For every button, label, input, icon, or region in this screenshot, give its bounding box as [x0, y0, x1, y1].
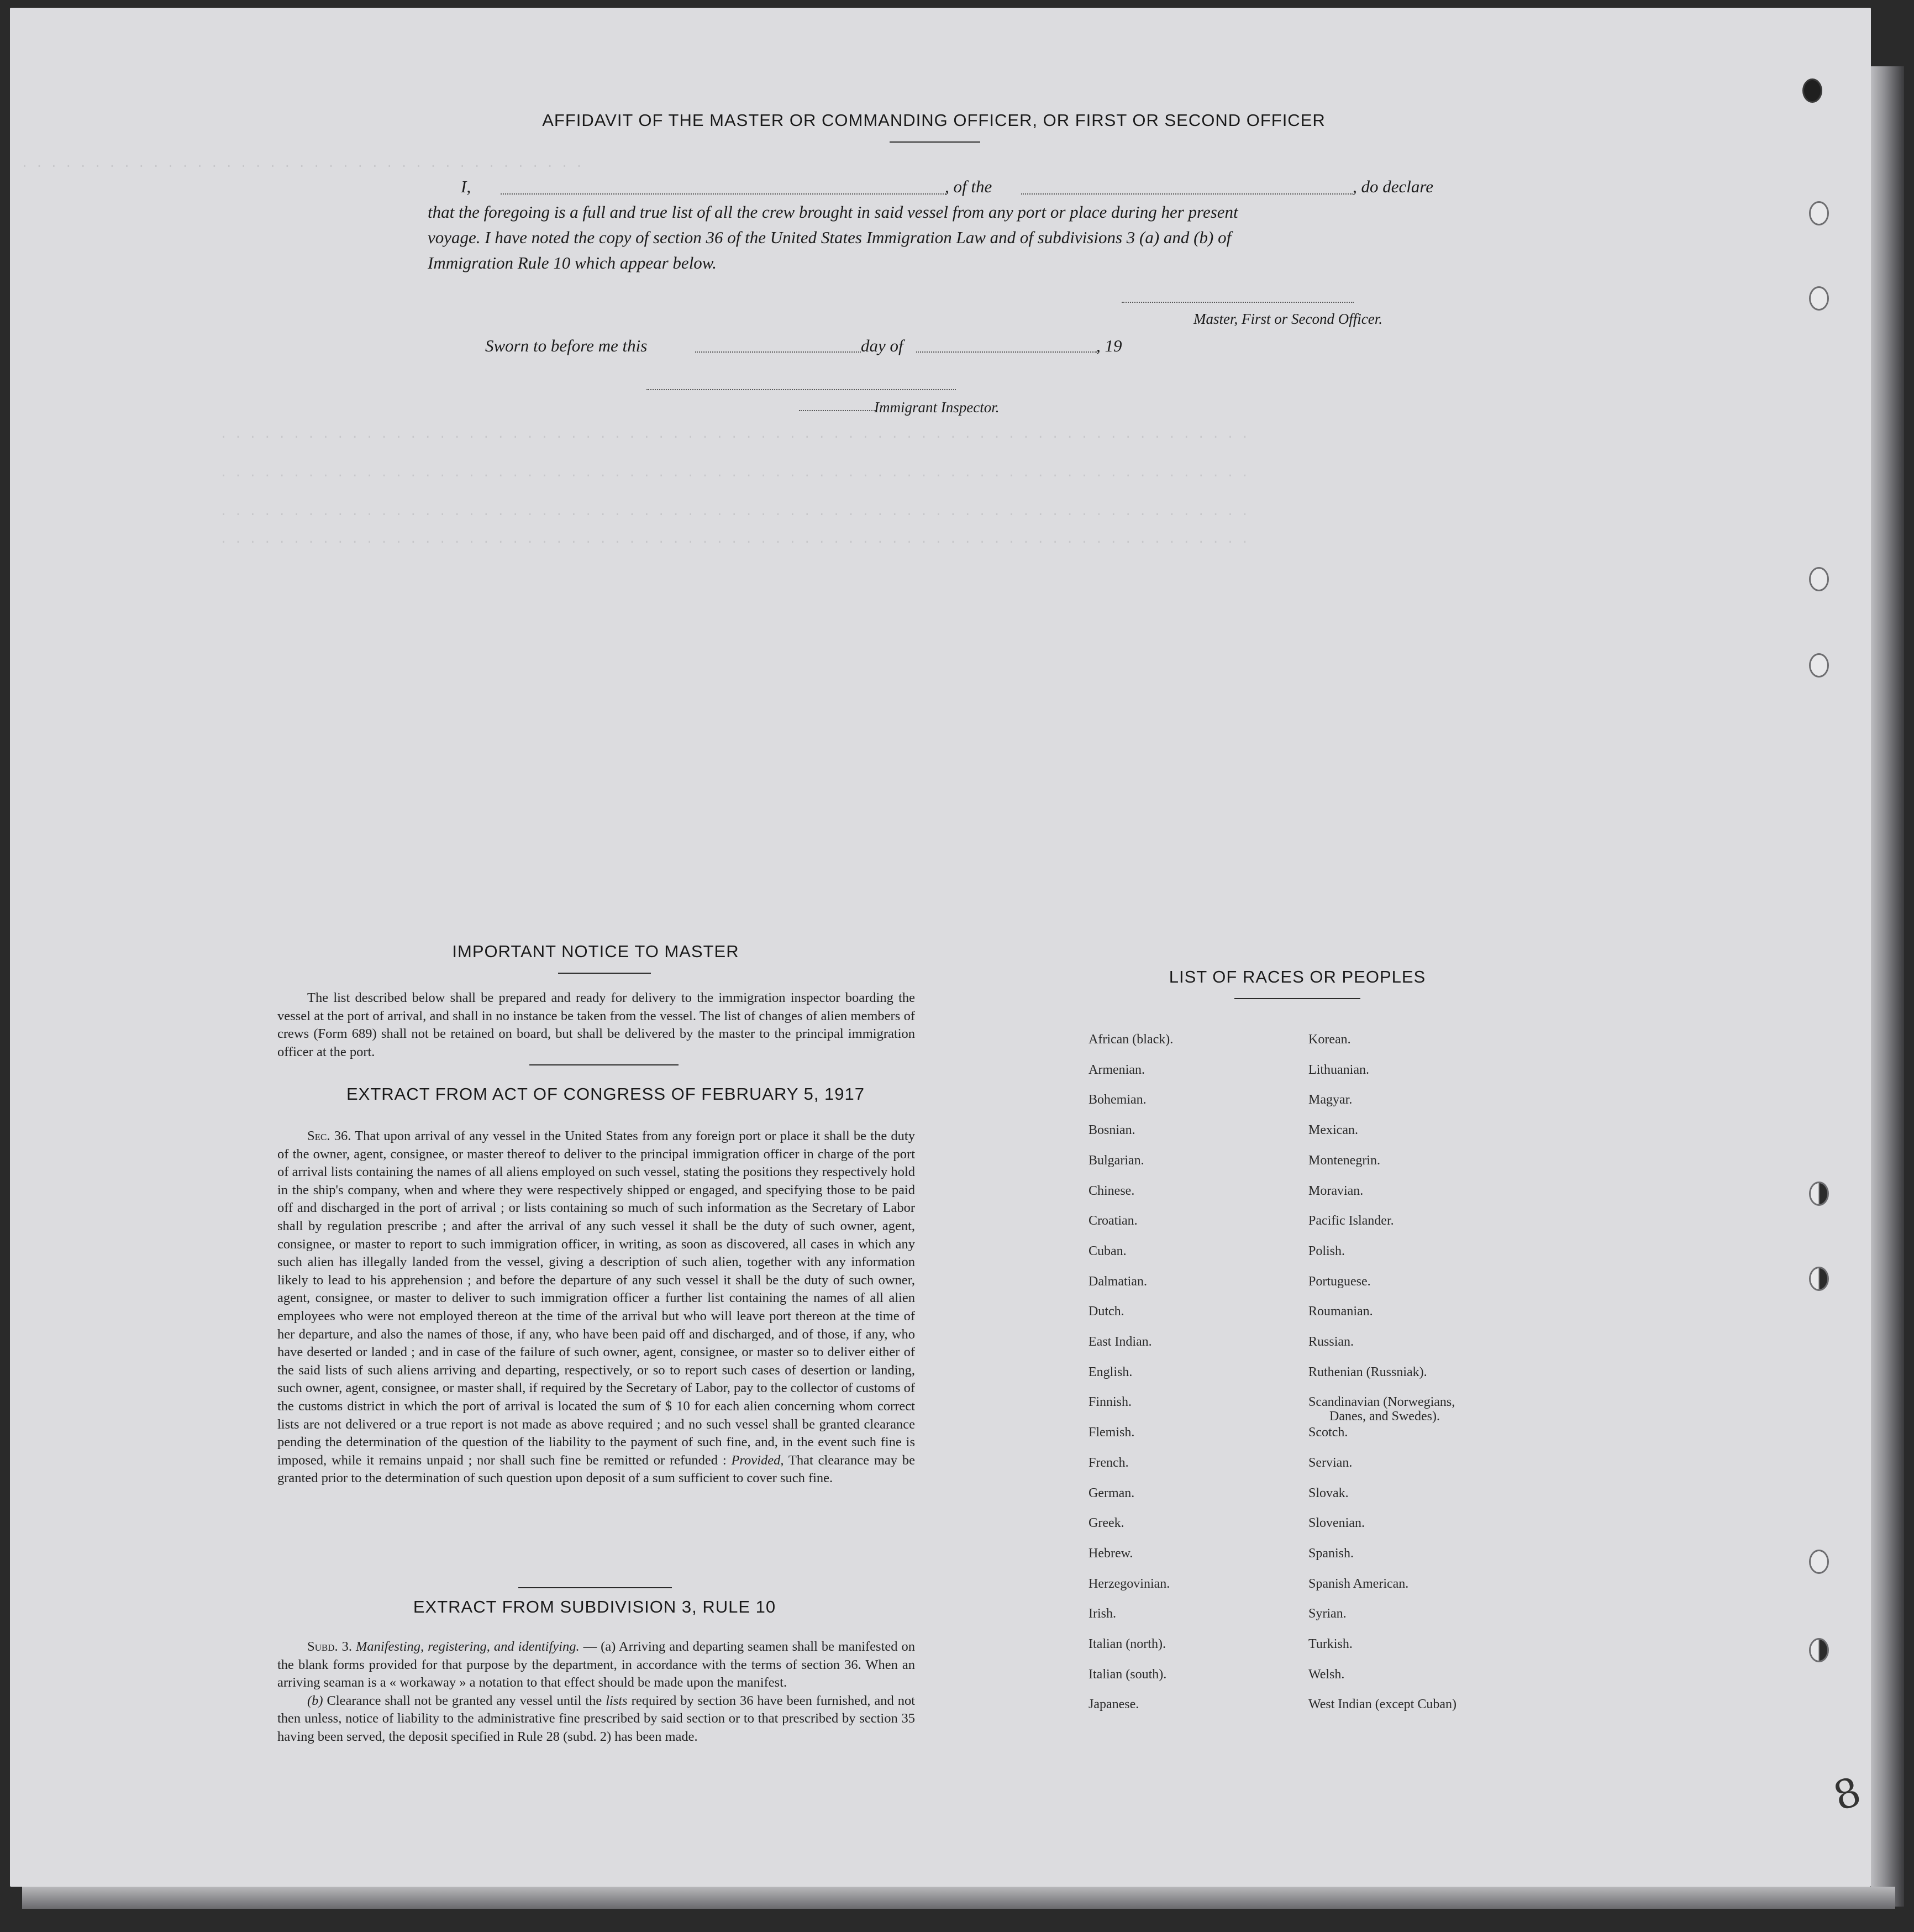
race-item: Portuguese. — [1308, 1274, 1371, 1289]
binder-hole — [1809, 1550, 1829, 1574]
bleed-through-text: . . . . . . . . . . . . . . . . . . . . . . . . . . . . . . . . . . . . . . . — [21, 157, 583, 171]
race-item: Danes, and Swedes). — [1329, 1409, 1440, 1424]
i-label: I, — [461, 177, 471, 196]
race-item: African (black). — [1089, 1032, 1174, 1047]
binder-hole — [1809, 201, 1829, 225]
race-item: Mexican. — [1308, 1123, 1358, 1138]
do-declare-label: , do declare — [1353, 177, 1434, 196]
race-item: Syrian. — [1308, 1607, 1347, 1621]
binder-hole — [1809, 1638, 1829, 1662]
divider — [1234, 998, 1360, 999]
race-item: Moravian. — [1308, 1183, 1364, 1198]
notice-title: IMPORTANT NOTICE TO MASTER — [452, 942, 739, 961]
race-item: Japanese. — [1089, 1697, 1139, 1712]
race-item: Magyar. — [1308, 1093, 1353, 1107]
year-label: , 19 — [1096, 336, 1122, 355]
divider — [558, 973, 651, 974]
binder-hole — [1809, 567, 1829, 591]
race-item: Italian (south). — [1089, 1667, 1167, 1682]
race-item: Spanish. — [1308, 1546, 1354, 1561]
bleed-through-text: . . . . . . . . . . . . . . . . . . . . . . . . . . . . . . . . . . . . . . . . . . . . . . . . . . . . . . . . . . . . . . . . . . . . . . . — [220, 533, 1249, 547]
binder-hole — [1809, 1267, 1829, 1291]
rule-10-text: Subd. 3. Manifesting, registering, and identifying. — (a) Arriving and departing seamen shall be manifested on the blank forms provided for that purpose by the department, in accordance with the terms of section 36. When an arriving seaman is a « workaway » a notation to that effect should be made upon the manifest. (b) Clearance shall not be granted any vessel until the lists required by section 36 have been furnished, and not then unless, notice of liability to the administrative fine prescribed by said section or to that prescribed by section 35 having been served, the deposit specified in Rule 28 (subd. 2) has been made. — [277, 1639, 916, 1744]
inspector-caption: Immigrant Inspector. — [874, 399, 1000, 416]
race-item: Hebrew. — [1089, 1546, 1133, 1561]
race-item: German. — [1089, 1485, 1135, 1500]
name-field[interactable] — [501, 193, 946, 195]
race-item: Slovenian. — [1308, 1516, 1365, 1531]
bleed-through-text: . . . . . . . . . . . . . . . . . . . . . . . . . . . . . . . . . . . . . . . . . . . . . . . . . . . . . . . . . . . . . . . . . . . . . . . — [220, 466, 1249, 480]
race-item: Finnish. — [1089, 1395, 1132, 1410]
binder-hole — [1809, 286, 1829, 311]
binder-hole — [1802, 78, 1822, 103]
declaration-line: voyage. I have noted the copy of section 36 of the United States Immigration Law and of subdivisions 3 (a) and (b) of — [428, 228, 1232, 247]
handwritten-page-number: 8 — [1828, 1767, 1866, 1820]
race-item: Dutch. — [1089, 1304, 1124, 1319]
race-item: Spanish American. — [1308, 1576, 1409, 1591]
race-item: Bohemian. — [1089, 1093, 1147, 1107]
page-bottom-edge — [22, 1887, 1895, 1909]
race-item: Korean. — [1308, 1032, 1351, 1047]
notice-text: The list described below shall be prepared and ready for delivery to the immigration inspector boarding the vessel at the port of arrival, and shall in no instance be taken from the vessel. The list of changes of alien members of crews (Form 689) shall not be retained on board, but shall be delivered by the master to the principal immigration officer at the port. — [277, 990, 915, 1059]
race-item: Bulgarian. — [1089, 1153, 1144, 1168]
race-item: Turkish. — [1308, 1637, 1353, 1651]
race-item: Ruthenian (Russniak). — [1308, 1364, 1427, 1379]
master-caption: Master, First or Second Officer. — [1193, 311, 1382, 327]
day-of-label: day of — [861, 336, 903, 355]
race-item: Roumanian. — [1308, 1304, 1373, 1319]
bleed-through-text: . . . . . . . . . . . . . . . . . . . . . . . . . . . . . . . . . . . . . . . . . . . . . . . . . . . . . . . . . . . . . . . . . . . . . . . — [220, 505, 1249, 519]
race-item: East Indian. — [1089, 1335, 1152, 1349]
act-extract-title: EXTRACT FROM ACT OF CONGRESS OF FEBRUARY 5, 1917 — [346, 1084, 865, 1104]
document-page — [10, 8, 1871, 1887]
race-item: Polish. — [1308, 1243, 1345, 1258]
race-item: Flemish. — [1089, 1425, 1135, 1440]
races-title: LIST OF RACES OR PEOPLES — [1169, 967, 1426, 986]
bleed-through-text: . . . . . . . . . . . . . . . . . . . . . . . . . . . . . . . . . . . . . . . . . . . . . . . . . . . . . . . . . . . . . . . . . . . . . . . — [220, 428, 1249, 442]
race-item: English. — [1089, 1364, 1133, 1379]
divider — [890, 141, 980, 143]
of-the-label: , of the — [945, 177, 992, 196]
race-item: Welsh. — [1308, 1667, 1345, 1682]
vessel-field[interactable] — [1021, 193, 1353, 195]
race-item: Scotch. — [1308, 1425, 1348, 1440]
race-item: Dalmatian. — [1089, 1274, 1147, 1289]
race-item: Montenegrin. — [1308, 1153, 1380, 1168]
affidavit-title: AFFIDAVIT OF THE MASTER OR COMMANDING OFFICER, OR FIRST OR SECOND OFFICER — [542, 111, 1326, 130]
race-item: West Indian (except Cuban) — [1308, 1697, 1456, 1712]
section-36-text: Sec. 36. That upon arrival of any vessel in the United States from any foreign port or place it shall be the duty of the owner, agent, consignee, or master thereof to deliver to the principal immigration officer in charge of the port of arrival lists containing the names of all aliens employed on such vessel, stating the positions they respectively hold in the ship's company, when and where they were respectively shipped or engaged, and specifying those to be paid off and discharged in the port of arrival ; or lists containing so much of such information as the Secretary of Labor shall by regulation prescribe ; and after the arrival of any such vessel it shall be the duty of such owner, agent, consignee, or master to report to such immigration officer, in writing, as soon as discovered, all cases in which any such alien has illegally landed from the vessel, giving a description of such alien, together with any information likely to lead to his apprehension ; and before the departure of any such vessel it shall be the duty of such owner, agent, consignee, or master to deliver to such immigration officer a further list containing the names of all alien employees who were not employed thereon at the time of the arrival but who will leave port thereon at the time of her departure, and also the names of those, if any, who have been paid off and discharged, and of those, if any, who have deserted or landed ; and in case of the failure of such owner, agent, consignee, or master so to deliver either of the said lists of such aliens arriving and departing, respectively, or so to report such cases of desertion or landing, such owner, agent, consignee, or master shall, if required by the Secretary of Labor, pay to the collector of customs of the customs district in which the port of arrival is located the sum of $ 10 for each alien concerning whom correct lists are not delivered or a true report is not made as above required ; and no such vessel shall be granted clearance pending the determination of the question of the liability to the payment of such fine, and, in the event such fine is imposed, while it remains unpaid ; nor shall such fine be remitted or refunded : Provided, That clearance may be granted prior to the determination of such question upon deposit of a sum sufficient to cover such fine. — [277, 1128, 915, 1486]
inspector-short-line — [799, 410, 876, 411]
binder-hole — [1809, 653, 1829, 678]
race-item: Italian (north). — [1089, 1637, 1166, 1651]
divider — [529, 1064, 679, 1065]
page-edge-shadow — [1871, 66, 1904, 1907]
race-item: Bosnian. — [1089, 1123, 1135, 1138]
sworn-month-field[interactable] — [916, 351, 1097, 353]
declaration-line: that the foregoing is a full and true list of all the crew brought in said vessel from any port or place during her present — [428, 202, 1238, 222]
race-item: Armenian. — [1089, 1062, 1145, 1077]
master-signature-line[interactable] — [1122, 302, 1354, 303]
race-item: Lithuanian. — [1308, 1062, 1369, 1077]
race-item: Chinese. — [1089, 1183, 1135, 1198]
rule-extract-title: EXTRACT FROM SUBDIVISION 3, RULE 10 — [413, 1597, 776, 1616]
inspector-signature-line[interactable] — [646, 389, 956, 390]
race-item: Russian. — [1308, 1335, 1354, 1349]
race-item: Servian. — [1308, 1455, 1353, 1470]
divider — [518, 1587, 672, 1588]
declaration-line: Immigration Rule 10 which appear below. — [428, 253, 717, 272]
binder-hole — [1809, 1182, 1829, 1206]
race-item: Cuban. — [1089, 1243, 1127, 1258]
sworn-label: Sworn to before me this — [485, 336, 648, 355]
race-item: Croatian. — [1089, 1214, 1138, 1229]
race-item: French. — [1089, 1455, 1129, 1470]
sworn-day-field[interactable] — [695, 351, 861, 353]
race-item: Greek. — [1089, 1516, 1124, 1531]
race-item: Irish. — [1089, 1607, 1116, 1621]
race-item: Slovak. — [1308, 1485, 1349, 1500]
race-item: Herzegovinian. — [1089, 1576, 1170, 1591]
race-item: Scandinavian (Norwegians, — [1308, 1395, 1455, 1410]
race-item: Pacific Islander. — [1308, 1214, 1394, 1229]
